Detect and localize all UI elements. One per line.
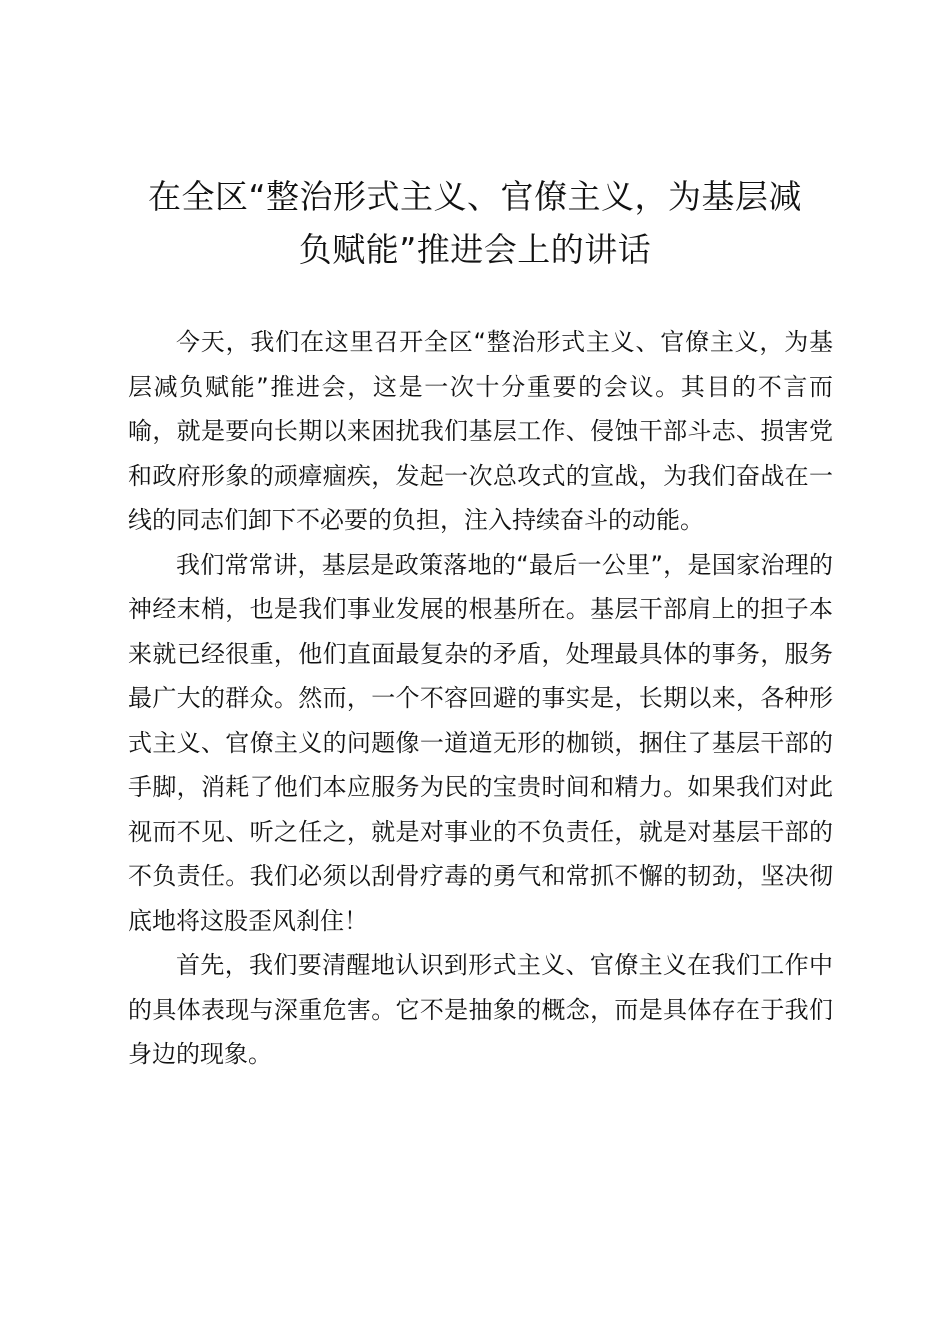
document-title-line-1: 在全区“整治形式主义、官僚主义，为基层减 — [147, 177, 803, 216]
document-title-line-2: 负赋能”推进会上的讲话 — [298, 230, 652, 269]
paragraph-2: 我们常常讲，基层是政策落地的“最后一公里”，是国家治理的神经末梢，也是我们事业发展的根基所在。基层干部肩上的担子本来就已经很重，他们直面最复杂的矛盾，处理最具体的事务，服务最广大的群众。然而，一个不容回避的事实是，长期以来，各种形式主义、官僚主义的问题像一道道无形的枷锁，捆住了基层干部的手脚，消耗了他们本应服务为民的宝贵时间和精力。如果我们对此视而不见、听之任之，就是对事业的不负责任，就是对基层干部的不负责任。我们必须以刮骨疗毒的勇气和常抓不懈的韧劲，坚决彻底地将这股歪风刹住！ — [128, 550, 833, 935]
paragraph-1: 今天，我们在这里召开全区“整治形式主义、官僚主义，为基层减负赋能”推进会，这是一次十分重要的会议。其目的不言而喻，就是要向长期以来困扰我们基层工作、侵蚀干部斗志、损害党和政府形象的顽瘴痼疾，发起一次总攻式的宣战，为我们奋战在一线的同志们卸下不必要的负担，注入持续奋斗的动能。 — [128, 328, 833, 534]
document-body — [128, 320, 833, 1077]
document-title — [120, 170, 830, 276]
paragraph-3: 首先，我们要清醒地认识到形式主义、官僚主义在我们工作中的具体表现与深重危害。它不是抽象的概念，而是具体存在于我们身边的现象。 — [128, 951, 833, 1068]
